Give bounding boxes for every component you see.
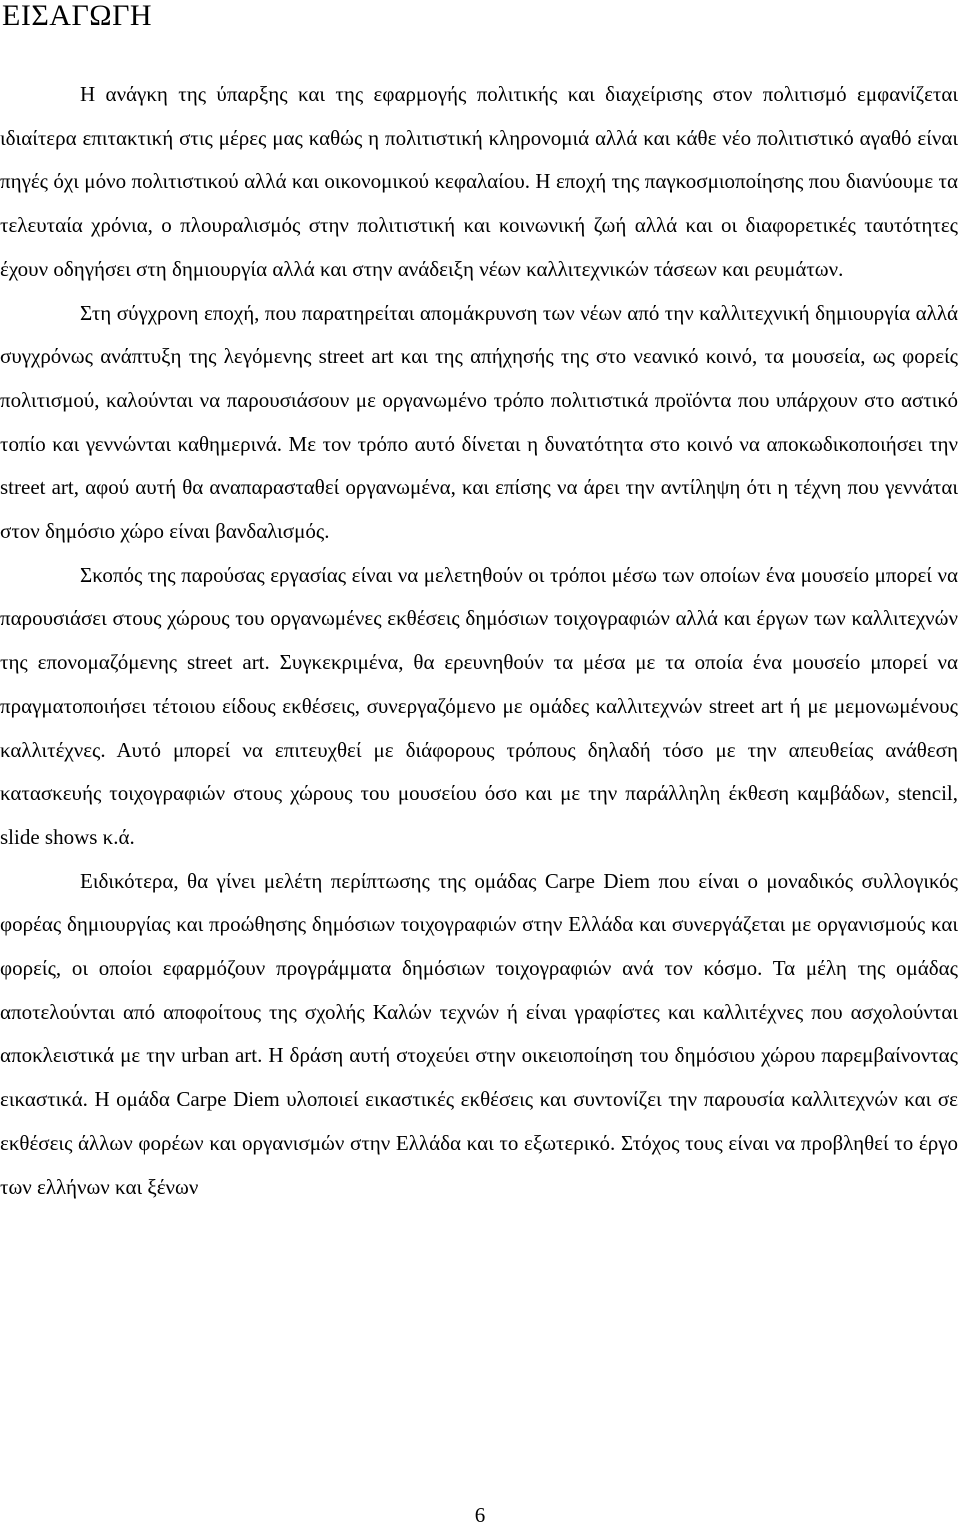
page-title: ΕΙΣΑΓΩΓΗ bbox=[2, 0, 153, 32]
paragraph: Σκοπός της παρούσας εργασίας είναι να μελετηθούν οι τρόποι μέσω των οποίων ένα μουσείο μπορεί να παρουσιάσει στους χώρους του οργανωμένες εκθέσεις δημόσιων τοιχογραφιών αλλά και έργων των καλλιτεχνών της επονομαζόμενης street art. Συγκεκριμένα, θα ερευνηθούν τα μέσα με τα οποία ένα μουσείο μπορεί να πραγματοποιήσει τέτοιου είδους εκθέσεις, συνεργαζόμενο με ομάδες καλλιτεχνών street art ή με μεμονωμένους καλλιτέχνες. Αυτό μπορεί να επιτευχθεί με διάφορους τρόπους δηλαδή τόσο με την απευθείας ανάθεση κατασκευής τοιχογραφιών στους χώρους του μουσείου όσο και με την παράλληλη έκθεση καμβάδων, stencil, slide shows κ.ά. bbox=[0, 562, 958, 849]
paragraph: Ειδικότερα, θα γίνει μελέτη περίπτωσης της ομάδας Carpe Diem που είναι ο μοναδικός συλλογικός φορέας δημιουργίας και προώθησης δημόσιων τοιχογραφιών στην Ελλάδα και συνεργάζεται με οργανισμούς και φορείς, οι οποίοι εφαρμόζουν προγράμματα δημόσιων τοιχογραφιών ανά τον κόσμο. Τα μέλη της ομάδας αποτελούνται από αποφοίτους της σχολής Καλών τεχνών ή είναι γραφίστες και καλλιτέχνες που ασχολούνται αποκλειστικά με την urban art. Η δράση αυτή στοχεύει στην οικειοποίηση του δημόσιου χώρου παρεμβαίνοντας εικαστικά. Η ομάδα Carpe Diem υλοποιεί εικαστικές εκθέσεις και συντονίζει την παρουσία καλλιτεχνών και σε εκθέσεις άλλων φορέων και οργανισμών στην Ελλάδα και το εξωτερικό. Στόχος τους είναι να προβληθεί το έργο των ελλήνων και ξένων bbox=[0, 868, 958, 1199]
body-text bbox=[0, 73, 958, 1209]
paragraph: Στη σύγχρονη εποχή, που παρατηρείται απομάκρυνση των νέων από την καλλιτεχνική δημιουργία αλλά συγχρόνως ανάπτυξη της λεγόμενης street art και της απήχησής της στο νεανικό κοινό, τα μουσεία, ως φορείς πολιτισμού, καλούνται να παρουσιάσουν με οργανωμένο τρόπο πολιτιστικά προϊόντα που υπάρχουν στο αστικό τοπίο και γεννώνται καθημερινά. Με τον τρόπο αυτό δίνεται η δυνατότητα στο κοινό να αποκωδικοποιήσει την street art, αφού αυτή θα αναπαρασταθεί οργανωμένα, και επίσης να άρει την αντίληψη ότι η τέχνη που γεννάται στον δημόσιο χώρο είναι βανδαλισμός. bbox=[0, 300, 958, 544]
paragraph: Η ανάγκη της ύπαρξης και της εφαρμογής πολιτικής και διαχείρισης στον πολιτισμό εμφανίζεται ιδιαίτερα επιτακτική στις μέρες μας καθώς η πολιτιστική κληρονομιά αλλά και κάθε νέο πολιτιστικό αγαθό είναι πηγές όχι μόνο πολιτιστικού αλλά και οικονομικού κεφαλαίου. Η εποχή της παγκοσμιοποίησης που διανύουμε τα τελευταία χρόνια, ο πλουραλισμός στην πολιτιστική και κοινωνική ζωή αλλά και οι διαφορετικές ταυτότητες έχουν οδηγήσει στη δημιουργία αλλά και στην ανάδειξη νέων καλλιτεχνικών τάσεων και ρευμάτων. bbox=[0, 82, 958, 281]
page-number: 6 bbox=[474, 1503, 486, 1527]
